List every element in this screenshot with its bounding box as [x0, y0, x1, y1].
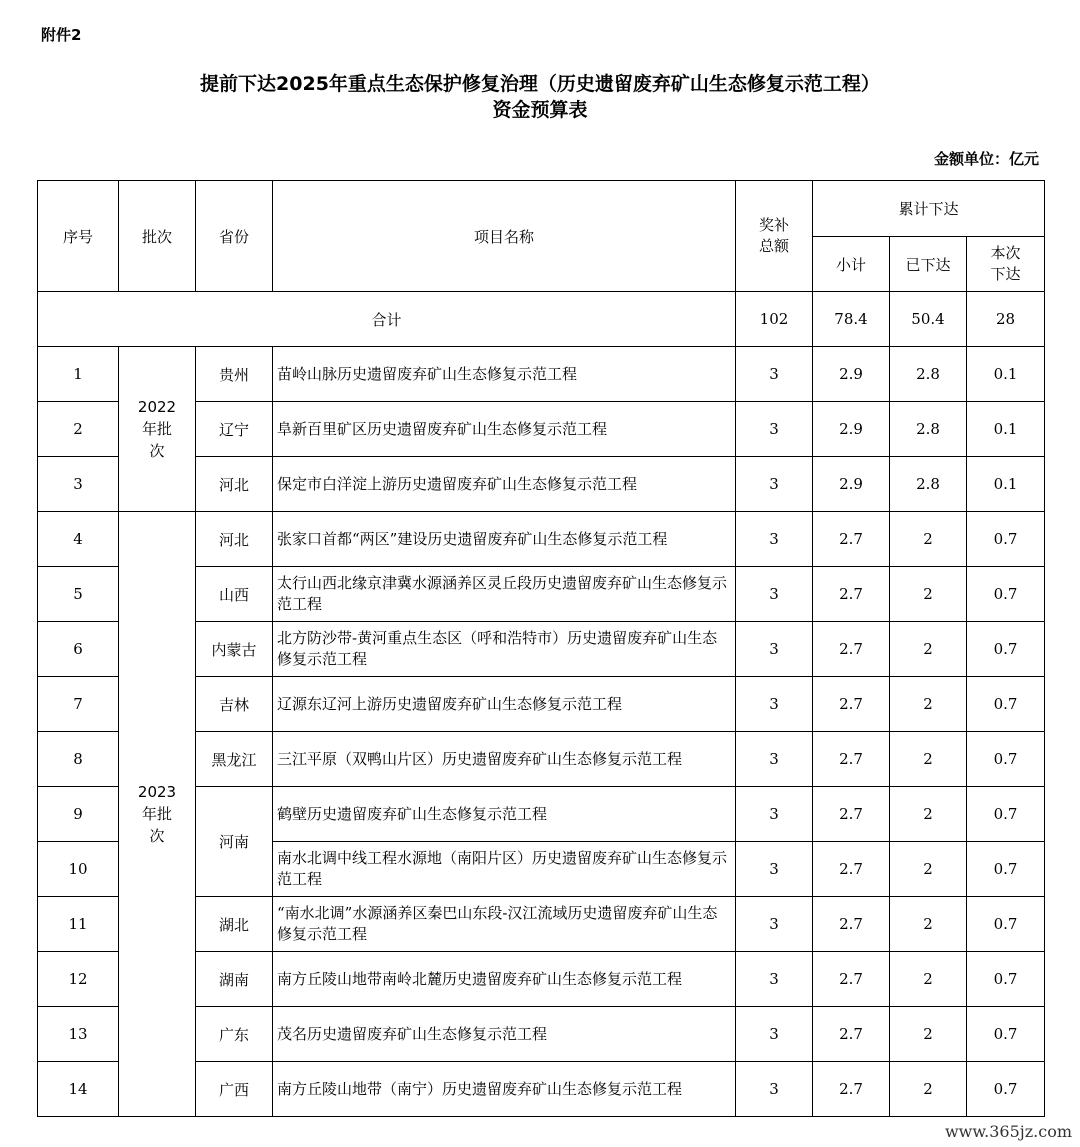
cell-subtotal: 2.9 [813, 347, 890, 402]
cell-issued: 2 [890, 512, 967, 567]
cell-province: 河北 [196, 457, 273, 512]
cell-seq: 8 [38, 732, 119, 787]
batch-2022-text: 2022年批次 [137, 398, 177, 460]
cell-province: 贵州 [196, 347, 273, 402]
cell-province: 广东 [196, 1007, 273, 1062]
cell-seq: 10 [38, 842, 119, 897]
cell-seq: 9 [38, 787, 119, 842]
table-row [38, 347, 1045, 402]
cell-total: 3 [736, 1062, 813, 1117]
cell-current: 0.7 [967, 622, 1045, 677]
cell-issued: 2 [890, 677, 967, 732]
cell-project: 南水北调中线工程水源地（南阳片区）历史遗留废弃矿山生态修复示范工程 [273, 842, 736, 897]
total-subsidy: 102 [736, 292, 813, 347]
cell-total: 3 [736, 677, 813, 732]
cell-total: 3 [736, 457, 813, 512]
header-subtotal: 小计 [813, 237, 890, 292]
cell-batch-2023 [119, 512, 196, 1117]
cell-current: 0.7 [967, 732, 1045, 787]
total-row [38, 292, 1045, 347]
cell-total: 3 [736, 402, 813, 457]
cell-batch-2022 [119, 347, 196, 512]
cell-project: 南方丘陵山地带（南宁）历史遗留废弃矿山生态修复示范工程 [273, 1062, 736, 1117]
header-cumulative: 累计下达 [813, 181, 1045, 237]
document-subtitle: 资金预算表 [492, 99, 588, 121]
cell-current: 0.1 [967, 347, 1045, 402]
cell-current: 0.1 [967, 457, 1045, 512]
cell-province: 辽宁 [196, 402, 273, 457]
cell-subtotal: 2.7 [813, 622, 890, 677]
cell-current: 0.7 [967, 1062, 1045, 1117]
document-title: 提前下达2025年重点生态保护修复治理（历史遗留废弃矿山生态修复示范工程） [200, 73, 880, 95]
cell-seq: 4 [38, 512, 119, 567]
cell-subtotal: 2.7 [813, 677, 890, 732]
cell-current: 0.7 [967, 842, 1045, 897]
cell-issued: 2 [890, 952, 967, 1007]
cell-project: 张家口首都“两区”建设历史遗留废弃矿山生态修复示范工程 [273, 512, 736, 567]
cell-seq: 13 [38, 1007, 119, 1062]
cell-project: 辽源东辽河上游历史遗留废弃矿山生态修复示范工程 [273, 677, 736, 732]
total-subtotal: 78.4 [813, 292, 890, 347]
cell-subtotal: 2.7 [813, 1062, 890, 1117]
cell-current: 0.7 [967, 1007, 1045, 1062]
total-label: 合计 [38, 292, 736, 347]
total-issued: 50.4 [890, 292, 967, 347]
cell-subtotal: 2.7 [813, 1007, 890, 1062]
cell-issued: 2.8 [890, 457, 967, 512]
total-current: 28 [967, 292, 1045, 347]
watermark-text: www.365jz.com [944, 1122, 1072, 1141]
header-total-subsidy-text: 奖补总额 [758, 216, 789, 255]
cell-project: 太行山西北缘京津冀水源涵养区灵丘段历史遗留废弃矿山生态修复示范工程 [273, 567, 736, 622]
cell-total: 3 [736, 787, 813, 842]
cell-subtotal: 2.7 [813, 952, 890, 1007]
cell-project: 三江平原（双鸭山片区）历史遗留废弃矿山生态修复示范工程 [273, 732, 736, 787]
cell-current: 0.7 [967, 512, 1045, 567]
header-current-text: 本次下达 [990, 244, 1021, 283]
cell-project: “南水北调”水源涵养区秦巴山东段-汉江流域历史遗留废弃矿山生态修复示范工程 [273, 897, 736, 952]
cell-seq: 7 [38, 677, 119, 732]
cell-total: 3 [736, 347, 813, 402]
cell-issued: 2.8 [890, 402, 967, 457]
cell-subtotal: 2.7 [813, 897, 890, 952]
cell-seq: 3 [38, 457, 119, 512]
attachment-label: 附件2 [41, 26, 82, 44]
cell-province: 吉林 [196, 677, 273, 732]
cell-total: 3 [736, 952, 813, 1007]
cell-issued: 2 [890, 567, 967, 622]
unit-label: 金额单位：亿元 [933, 150, 1039, 168]
cell-issued: 2 [890, 1007, 967, 1062]
batch-2023-text: 2023年批次 [137, 783, 177, 845]
cell-province: 湖南 [196, 952, 273, 1007]
cell-project: 鹤壁历史遗留废弃矿山生态修复示范工程 [273, 787, 736, 842]
cell-project: 苗岭山脉历史遗留废弃矿山生态修复示范工程 [273, 347, 736, 402]
cell-total: 3 [736, 512, 813, 567]
cell-subtotal: 2.9 [813, 457, 890, 512]
cell-project: 阜新百里矿区历史遗留废弃矿山生态修复示范工程 [273, 402, 736, 457]
cell-project: 北方防沙带-黄河重点生态区（呼和浩特市）历史遗留废弃矿山生态修复示范工程 [273, 622, 736, 677]
cell-seq: 11 [38, 897, 119, 952]
cell-issued: 2 [890, 787, 967, 842]
cell-total: 3 [736, 1007, 813, 1062]
cell-province: 湖北 [196, 897, 273, 952]
cell-current: 0.1 [967, 402, 1045, 457]
cell-current: 0.7 [967, 952, 1045, 1007]
cell-issued: 2 [890, 1062, 967, 1117]
cell-seq: 12 [38, 952, 119, 1007]
cell-subtotal: 2.9 [813, 402, 890, 457]
cell-province: 河南 [196, 787, 273, 897]
cell-issued: 2 [890, 732, 967, 787]
cell-seq: 1 [38, 347, 119, 402]
cell-subtotal: 2.7 [813, 732, 890, 787]
header-total-subsidy [736, 181, 813, 292]
cell-issued: 2.8 [890, 347, 967, 402]
cell-province: 内蒙古 [196, 622, 273, 677]
cell-issued: 2 [890, 897, 967, 952]
cell-province: 河北 [196, 512, 273, 567]
cell-subtotal: 2.7 [813, 787, 890, 842]
header-issued: 已下达 [890, 237, 967, 292]
cell-seq: 14 [38, 1062, 119, 1117]
cell-subtotal: 2.7 [813, 842, 890, 897]
cell-current: 0.7 [967, 897, 1045, 952]
cell-province: 黑龙江 [196, 732, 273, 787]
header-row [38, 181, 1045, 237]
table-row [38, 512, 1045, 567]
header-province: 省份 [196, 181, 273, 292]
cell-total: 3 [736, 842, 813, 897]
cell-total: 3 [736, 622, 813, 677]
cell-province: 广西 [196, 1062, 273, 1117]
cell-total: 3 [736, 897, 813, 952]
cell-issued: 2 [890, 842, 967, 897]
cell-issued: 2 [890, 622, 967, 677]
cell-seq: 5 [38, 567, 119, 622]
header-batch: 批次 [119, 181, 196, 292]
header-project: 项目名称 [273, 181, 736, 292]
cell-current: 0.7 [967, 677, 1045, 732]
cell-project: 保定市白洋淀上游历史遗留废弃矿山生态修复示范工程 [273, 457, 736, 512]
cell-project: 南方丘陵山地带南岭北麓历史遗留废弃矿山生态修复示范工程 [273, 952, 736, 1007]
cell-total: 3 [736, 567, 813, 622]
cell-subtotal: 2.7 [813, 567, 890, 622]
cell-province: 山西 [196, 567, 273, 622]
cell-seq: 6 [38, 622, 119, 677]
cell-subtotal: 2.7 [813, 512, 890, 567]
cell-current: 0.7 [967, 787, 1045, 842]
cell-total: 3 [736, 732, 813, 787]
header-seq: 序号 [38, 181, 119, 292]
cell-project: 茂名历史遗留废弃矿山生态修复示范工程 [273, 1007, 736, 1062]
cell-current: 0.7 [967, 567, 1045, 622]
header-current [967, 237, 1045, 292]
cell-seq: 2 [38, 402, 119, 457]
budget-table [37, 180, 1045, 1117]
